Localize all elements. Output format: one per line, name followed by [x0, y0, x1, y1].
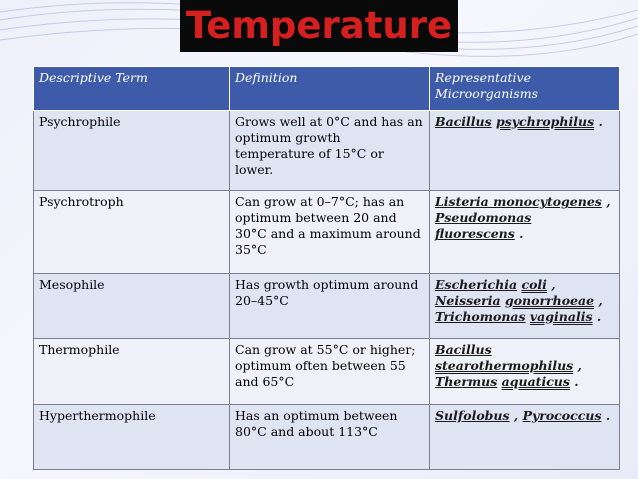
definition-cell: Can grow at 55°C or higher; optimum often between 55 and 65°C: [230, 338, 430, 404]
organism-separator: ,: [594, 292, 603, 308]
organism-separator: .: [592, 308, 602, 324]
term-cell: Mesophile: [34, 273, 230, 338]
organism-name: Escherichia: [435, 276, 518, 292]
temperature-table: [33, 66, 620, 470]
organism-name: Sulfolobus: [435, 407, 510, 423]
organism-name: Bacillus: [435, 341, 492, 357]
table-row: [34, 273, 620, 338]
organism-separator: .: [601, 407, 611, 423]
table-row: [34, 404, 620, 469]
organism-name: Pseudomonas: [435, 210, 532, 226]
definition-cell: Can grow at 0–7°C; has an optimum between 20 and 30°C and a maximum around 35°C: [230, 191, 430, 274]
page-title-text: Temperature: [180, 0, 458, 52]
organisms-cell: [430, 111, 620, 191]
organism-separator: ,: [546, 276, 556, 292]
organism-name: psychrophilus: [496, 114, 595, 129]
organism-name: Pyrococcus: [522, 407, 602, 423]
definition-cell: Grows well at 0°C and has an optimum growth temperature of 15°C or lower.: [230, 111, 430, 191]
table-row: [34, 111, 620, 191]
definition-cell: Has an optimum between 80°C and about 113°C: [230, 404, 430, 469]
table-header-row: [34, 67, 620, 111]
header-definition: Definition: [230, 67, 430, 111]
organism-name: aquaticus: [501, 373, 570, 389]
header-representative-microorganisms: Representative Microorganisms: [430, 67, 620, 111]
organism-name: Trichomonas: [435, 308, 526, 324]
organism-name: Listeria monocytogenes: [435, 194, 602, 210]
organism-separator: ,: [573, 357, 582, 373]
organism-separator: .: [514, 226, 524, 242]
term-cell: Thermophile: [34, 338, 230, 404]
organism-name: Neisseria: [435, 292, 501, 308]
organisms-cell: [430, 191, 620, 274]
organism-separator: .: [594, 114, 603, 129]
organisms-cell: [430, 338, 620, 404]
term-cell: Hyperthermophile: [34, 404, 230, 469]
organism-separator: ,: [601, 194, 611, 210]
organism-separator: .: [569, 373, 579, 389]
organism-separator: ,: [509, 407, 523, 423]
organisms-cell: [430, 273, 620, 338]
organism-name: fluorescens: [435, 226, 515, 242]
table-row: [34, 191, 620, 274]
organism-name: Bacillus: [435, 114, 492, 129]
header-descriptive-term: Descriptive Term: [34, 67, 230, 111]
organism-name: Thermus: [435, 373, 498, 389]
organisms-cell: [430, 404, 620, 469]
definition-cell: Has growth optimum around 20–45°C: [230, 273, 430, 338]
organism-name: stearothermophilus: [435, 357, 574, 373]
organism-name: gonorrhoeae: [504, 292, 595, 308]
term-cell: Psychrophile: [34, 111, 230, 191]
organism-name: vaginalis: [529, 308, 593, 324]
table-row: [34, 338, 620, 404]
page-title: [0, 0, 638, 62]
term-cell: Psychrotroph: [34, 191, 230, 274]
organism-name: coli: [521, 276, 547, 292]
